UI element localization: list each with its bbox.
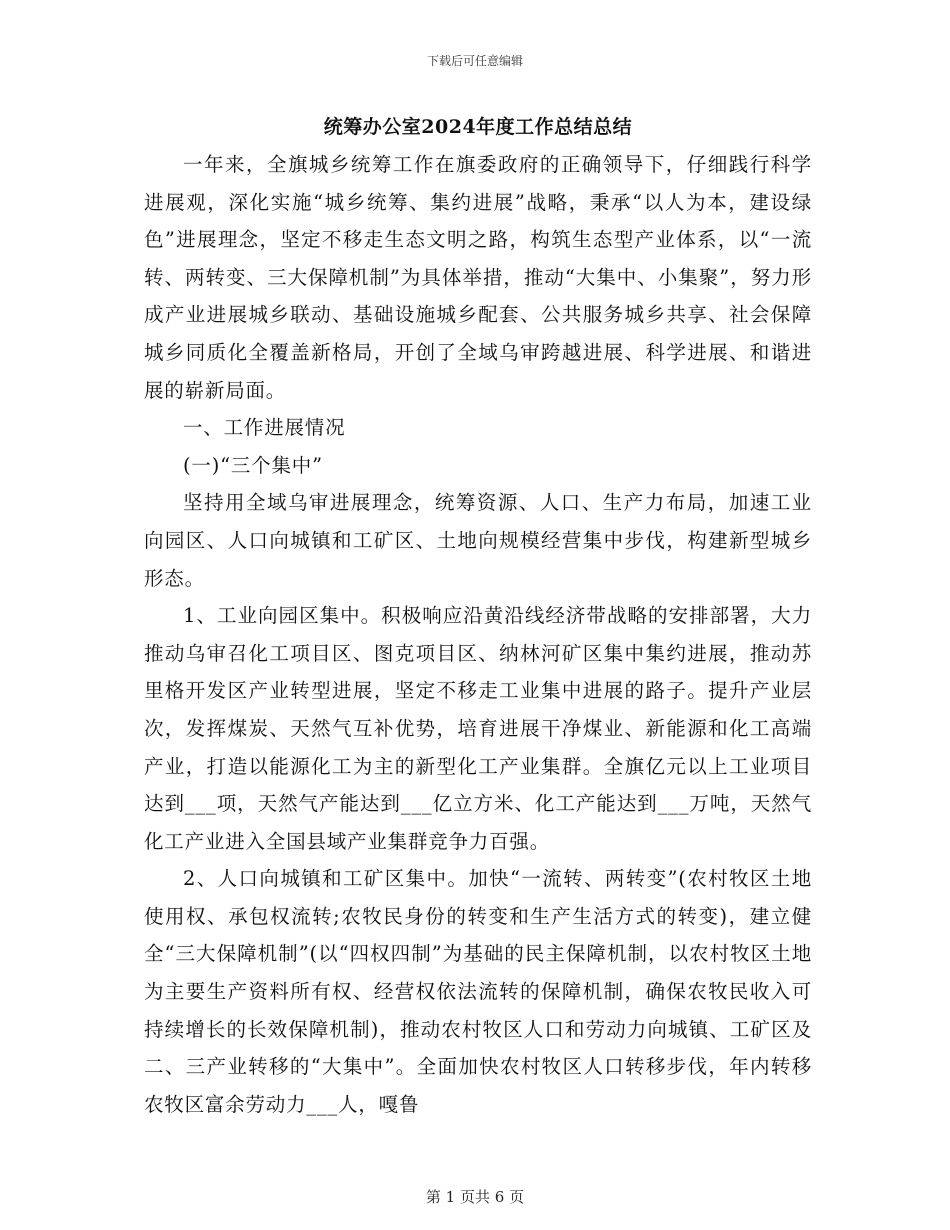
document-title: 统筹办公室2024年度工作总结总结	[323, 116, 633, 138]
subsection-heading-1: (一)“三个集中”	[183, 453, 323, 477]
paragraph-population-concentration: 2、人口向城镇和工矿区集中。加快“一流转、两转变”(农村牧区土地使用权、承包权流转;农牧民身份的转变和生产生活方式的转变)，建立健全“三大保障机制”(以“四权四制”为基础的民主保障机制，以农村牧区土地为主要生产资料所有权、经营权依法流转的保障机制，确保农牧民收入可持续增长的长效保障机制)，推动农村牧区人口和劳动力向城镇、工矿区及二、三产业转移的“大集中”。全面加快农村牧区人口转移步伐，年内转移农牧区富余劳动力___人，嘎鲁	[144, 867, 812, 1116]
header-note: 下载后可任意编辑	[426, 54, 523, 68]
page-number: 第 1 页共 6 页	[425, 1188, 525, 1206]
paragraph-intro: 一年来，全旗城乡统筹工作在旗委政府的正确领导下，仔细践行科学进展观，深化实施“城乡统筹、集约进展”战略，秉承“以人为本，建设绿色”进展理念，坚定不移走生态文明之路，构筑生态型产业体系，以“一流转、两转变、三大保障机制”为具体举措，推动“大集中、小集聚”，努力形成产业进展城乡联动、基础设施城乡配套、公共服务城乡共享、社会保障城乡同质化全覆盖新格局，开创了全域乌审跨越进展、科学进展、和谐进展的崭新局面。	[144, 153, 812, 402]
paragraph-industry-concentration: 1、工业向园区集中。积极响应沿黄沿线经济带战略的安排部署，大力推动乌审召化工项目区、图克项目区、纳林河矿区集中集约进展，推动苏里格开发区产业转型进展，坚定不移走工业集中进展的路子。提升产业层次，发挥煤炭、天然气互补优势，培育进展干净煤业、新能源和化工高端产业，打造以能源化工为主的新型化工产业集群。全旗亿元以上工业项目达到___项，天然气产能达到___亿立方米、化工产能达到___万吨，天然气化工产业进入全国县域产业集群竞争力百强。	[144, 604, 812, 853]
paragraph-three-concentrations: 坚持用全域乌审进展理念，统筹资源、人口、生产力布局，加速工业向园区、人口向城镇和工矿区、土地向规模经营集中步伐，构建新型城乡形态。	[144, 491, 812, 590]
document-body	[144, 108, 812, 1123]
section-heading-1: 一、工作进展情况	[183, 416, 346, 440]
